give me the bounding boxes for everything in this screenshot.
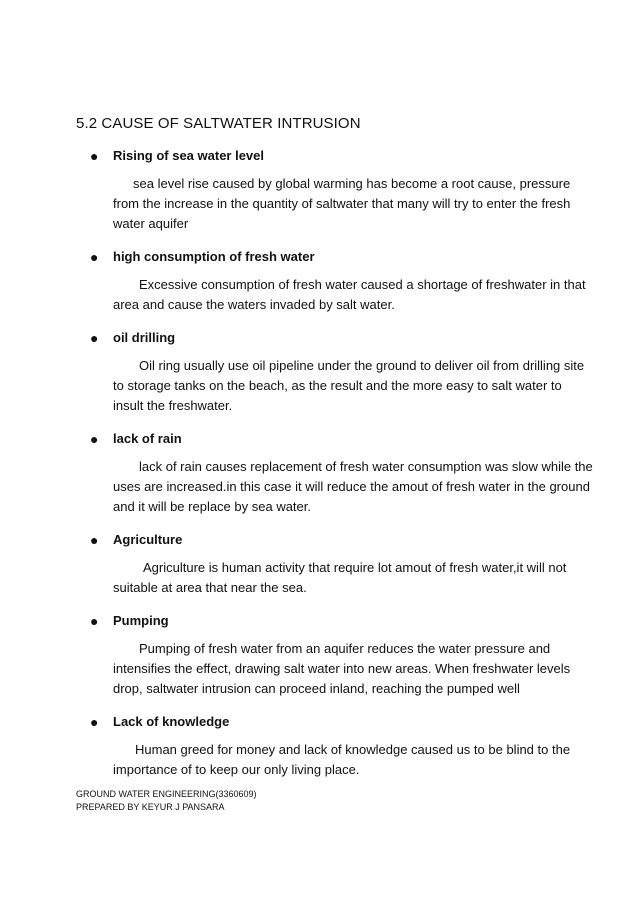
footer-author: PREPARED BY KEYUR J PANSARA	[76, 802, 225, 812]
item-title: Lack of knowledge	[113, 714, 230, 729]
item-body: Pumping of fresh water from an aquifer reduces the water pressure and intensifies the effect, drawing salt water into new areas. When freshwater levels drop, saltwater intrusion can proceed inland, reaching the pumped well	[113, 641, 571, 696]
section-heading: 5.2 CAUSE OF SALTWATER INTRUSION	[76, 115, 361, 132]
page-footer	[76, 788, 257, 814]
list-item	[0, 611, 638, 699]
bullet-icon: ●	[90, 330, 99, 346]
item-title: lack of rain	[113, 431, 182, 446]
item-body: lack of rain causes replacement of fresh water consumption was slow while the uses are increased.in this case it will reduce the amout of fresh water in the ground and it will be replace by sea water.	[113, 459, 593, 514]
bullet-icon: ●	[90, 431, 99, 447]
cause-list	[0, 146, 638, 780]
item-body: sea level rise caused by global warming has become a root cause, pressure from the increase in the quantity of saltwater that many will try to enter the fresh water aquifer	[113, 176, 571, 231]
bullet-icon: ●	[90, 249, 99, 265]
list-item	[0, 247, 638, 315]
bullet-icon: ●	[90, 714, 99, 730]
item-title: Agriculture	[113, 532, 183, 547]
item-body: Human greed for money and lack of knowledge caused us to be blind to the importance of to keep our only living place.	[113, 742, 571, 777]
list-item	[0, 146, 638, 234]
footer-course: GROUND WATER ENGINEERING(3360609)	[76, 789, 257, 799]
item-title: Pumping	[113, 613, 169, 628]
list-item	[0, 328, 638, 416]
item-body: Agriculture is human activity that require lot amout of fresh water,it will not suitable at area that near the sea.	[113, 560, 567, 595]
bullet-icon: ●	[90, 613, 99, 629]
item-body: Excessive consumption of fresh water caused a shortage of freshwater in that area and cause the waters invaded by salt water.	[113, 277, 586, 312]
item-title: high consumption of fresh water	[113, 249, 315, 264]
item-title: Rising of sea water level	[113, 148, 265, 163]
list-item	[0, 429, 638, 517]
list-item	[0, 712, 638, 780]
item-title: oil drilling	[113, 330, 176, 345]
item-body: Oil ring usually use oil pipeline under the ground to deliver oil from drilling site to storage tanks on the beach, as the result and the more easy to salt water to insult the freshwater.	[113, 358, 585, 413]
bullet-icon: ●	[90, 148, 99, 164]
list-item	[0, 530, 638, 598]
bullet-icon: ●	[90, 532, 99, 548]
